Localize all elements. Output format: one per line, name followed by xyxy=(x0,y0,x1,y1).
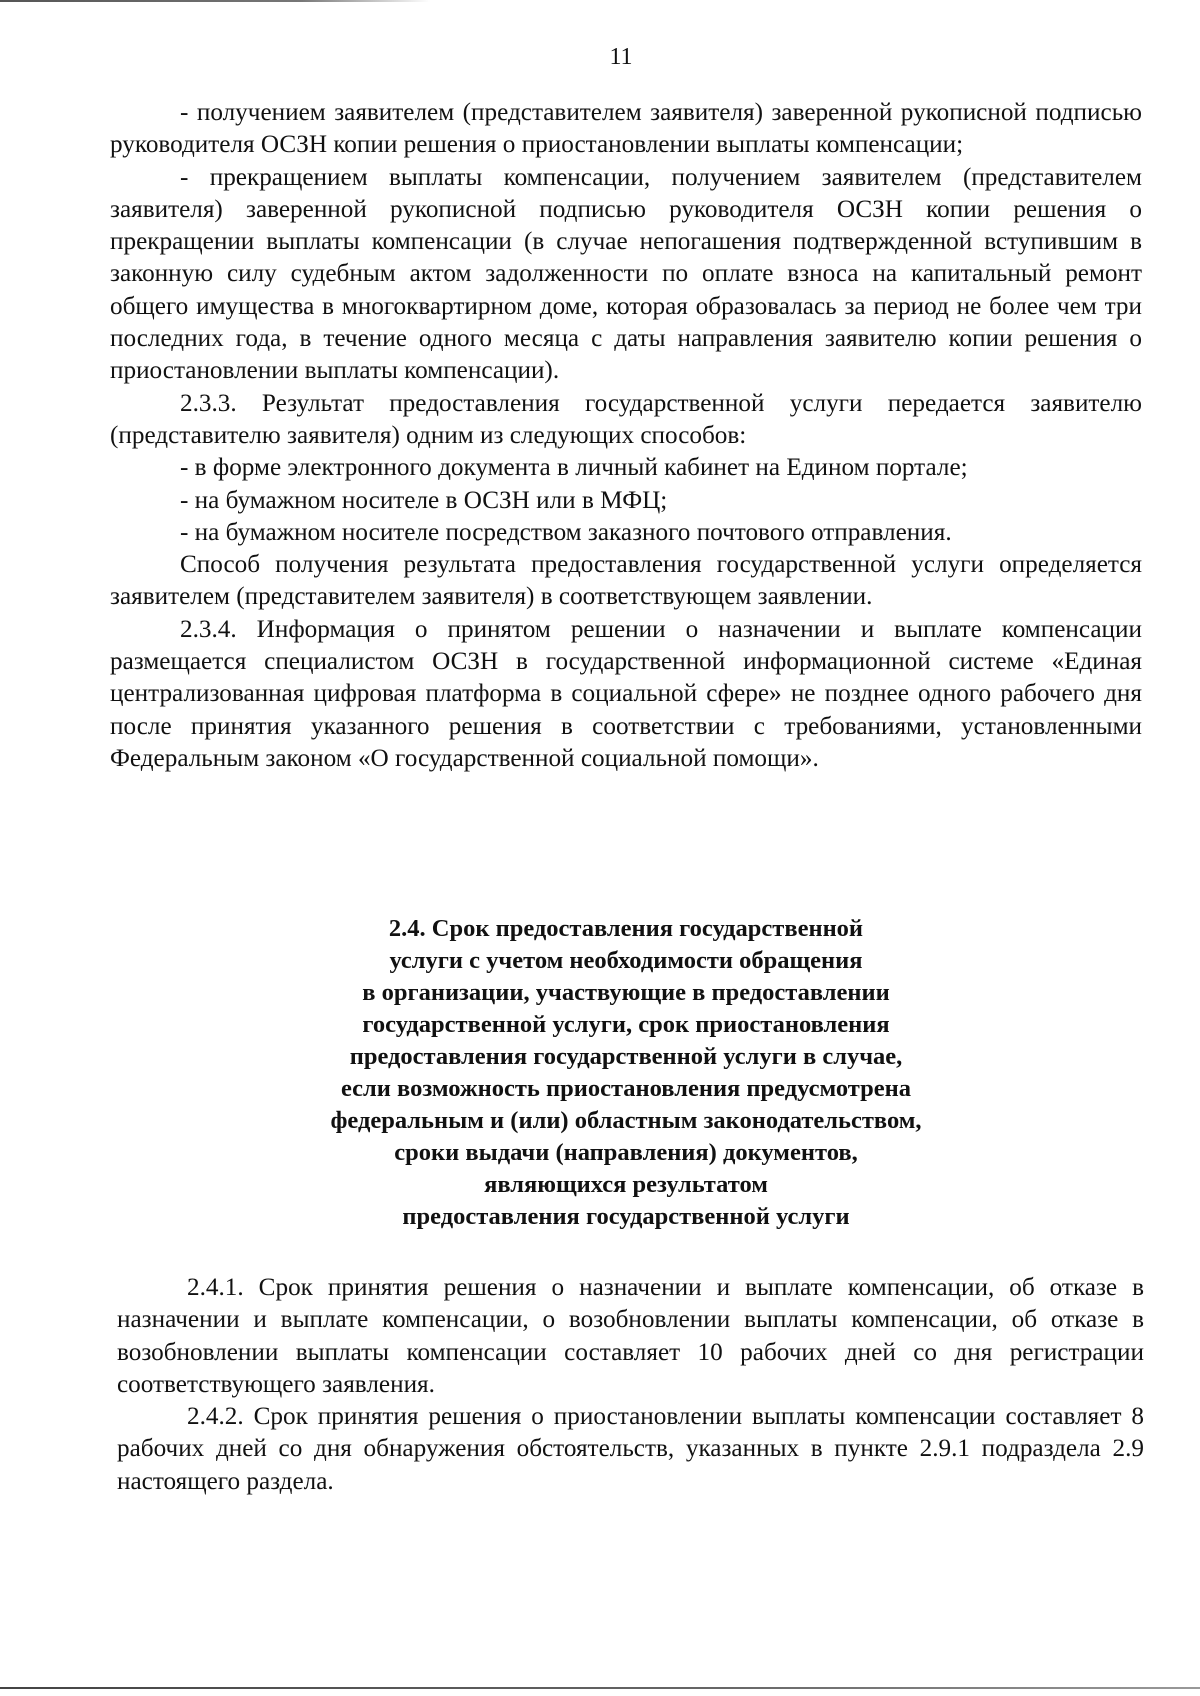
paragraph-method-choice: Способ получения результата предоставления государственной услуги определяется заявителем (представителем заявителя) в соответствующем заявлении. xyxy=(110,551,1142,611)
scan-edge-top xyxy=(0,0,430,2)
paragraph-2-3-3: 2.3.3. Результат предоставления государственной услуги передается заявителю (представителю заявителя) одним из следующих способов: xyxy=(110,389,1142,449)
heading-line: сроки выдачи (направления) документов, xyxy=(394,1139,858,1166)
paragraph-copy-suspension: - получением заявителем (представителем заявителя) заверенной рукописной подписью руководителя ОСЗН копии решения о приостановлении выплаты компенсации; xyxy=(110,99,1142,159)
heading-line: предоставления государственной услуги в случае, xyxy=(349,1043,903,1070)
section-2-4-heading xyxy=(110,913,1142,1233)
paragraph-method-electronic: - в форме электронного документа в личный кабинет на Едином портале; xyxy=(180,454,968,482)
paragraph-2-4-1: 2.4.1. Срок принятия решения о назначении и выплате компенсации, об отказе в назначении и выплате компенсации, о возобновлении выплаты компенсации, об отказе в возобновлении выплаты компенсации составляет 10 рабочих дней со дня регистрации соответствующего заявления. xyxy=(117,1274,1144,1398)
heading-line: если возможность приостановления предусмотрена xyxy=(341,1075,911,1102)
paragraph-method-paper-mail: - на бумажном носителе посредством заказного почтового отправления. xyxy=(180,518,952,546)
heading-line: предоставления государственной услуги xyxy=(402,1203,850,1230)
paragraph-2-4-2: 2.4.2. Срок принятия решения о приостановлении выплаты компенсации составляет 8 рабочих дней со дня обнаружения обстоятельств, указанных в пункте 2.9.1 подраздела 2.9 настоящего раздела. xyxy=(117,1403,1144,1495)
scan-edge-bottom xyxy=(0,1687,1200,1689)
section-2-3-body xyxy=(110,97,1142,775)
page-number: 11 xyxy=(609,44,633,70)
paragraph-2-3-4: 2.3.4. Информация о принятом решении о назначении и выплате компенсации размещается специалистом ОСЗН в государственной информационной системе «Единая централизованная цифровая платформа в социальной сфере» не позднее одного рабочего дня после принятия указанного решения в соответствии с требованиями, установленными Федеральным законом «О государственной социальной помощи». xyxy=(110,615,1142,772)
section-2-4-body xyxy=(117,1272,1144,1498)
heading-line: государственной услуги, срок приостановления xyxy=(362,1011,890,1038)
paragraph-termination: - прекращением выплаты компенсации, получением заявителем (представителем заявителя) заверенной рукописной подписью руководителя ОСЗН копии решения о прекращении выплаты компенсации (в случае непогашения подтвержденной вступившим в законную силу судебным актом задолженности по оплате взноса на капитальный ремонт общего имущества в многоквартирном доме, которая образовалась за период не более чем три последних года, в течение одного месяца с даты направления заявителю копии решения о приостановлении выплаты компенсации). xyxy=(110,163,1142,385)
heading-line: услуги с учетом необходимости обращения xyxy=(389,947,863,974)
heading-line: являющихся результатом xyxy=(484,1171,768,1198)
heading-line: в организации, участвующие в предоставлении xyxy=(362,979,890,1006)
heading-line: федеральным и (или) областным законодательством, xyxy=(330,1107,922,1134)
paragraph-method-paper-office: - на бумажном носителе в ОСЗН или в МФЦ; xyxy=(180,486,668,514)
heading-line: 2.4. Срок предоставления государственной xyxy=(388,915,864,942)
